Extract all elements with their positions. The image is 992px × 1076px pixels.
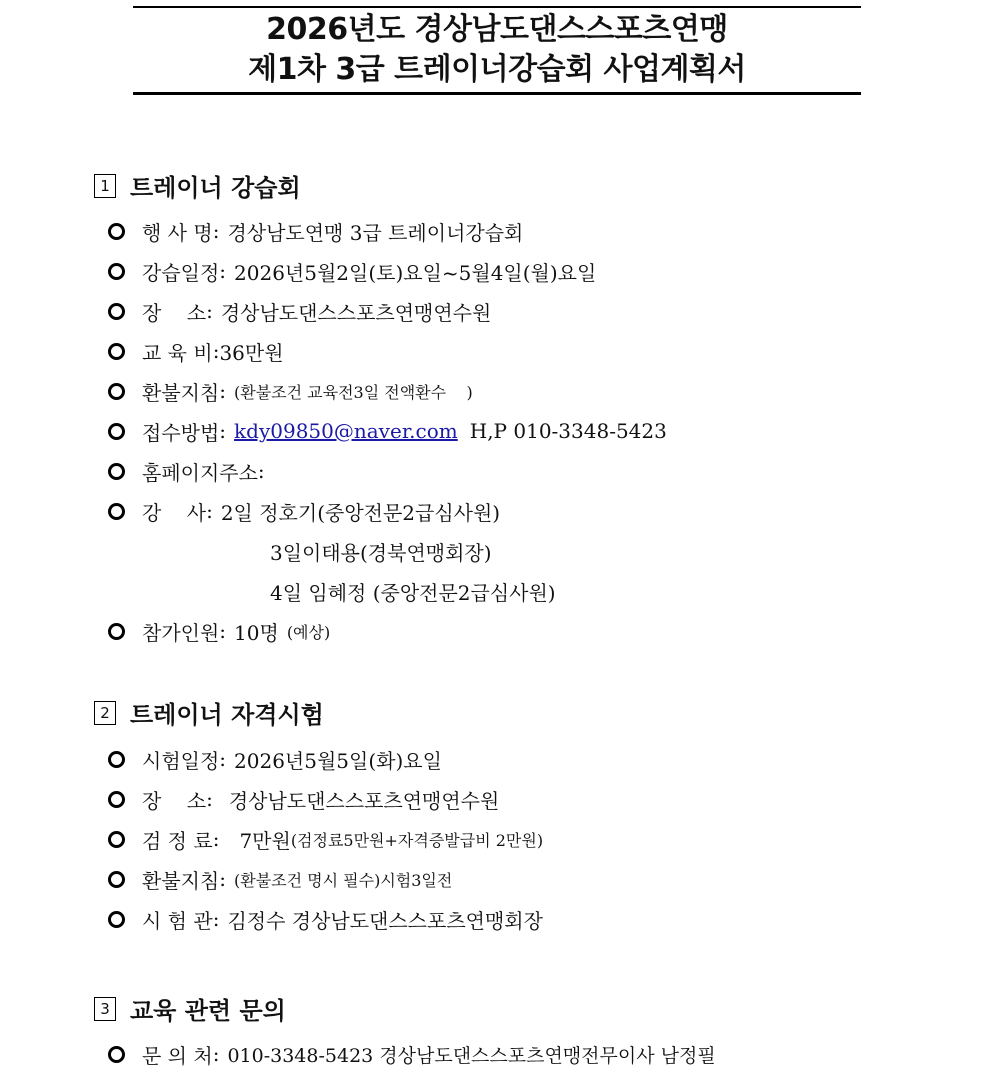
item-value: 010-3348-5423 경상남도댄스스포츠연맹전무이사 남정필 [227, 1044, 716, 1067]
list-item-examiner: 시 험 관 : 김정수 경상남도댄스스포츠연맹회장 [108, 903, 543, 935]
list-item-instructors: 강 사 : 2일 정호기(중앙전문2급심사원) [108, 495, 500, 527]
item-note: (환불조건 명시 필수) [234, 870, 381, 890]
item-value: 36만원 [219, 340, 284, 365]
list-item-contact: 문 의 처 : 010-3348-5423 경상남도댄스스포츠연맹전무이사 남정필 [108, 1038, 716, 1070]
item-label: 참가인원 [142, 620, 220, 645]
item-value: 경상남도댄스스포츠연맹연수원 [228, 788, 500, 813]
item-value: (환불조건 교육전3일 전액환수 ) [234, 382, 473, 402]
item-label: 시험일정 [142, 748, 220, 773]
item-note: (예상) [286, 622, 331, 642]
email-link[interactable]: kdy09850@naver.com [234, 419, 458, 443]
item-label: 홈페이지주소 [142, 460, 258, 485]
item-value: 2026년5월2일(토)요일~5월4일(월)요일 [234, 260, 597, 285]
title-line-2: 제1차 3급 트레이너강습회 사업계획서 [248, 52, 746, 87]
bullet-icon [108, 503, 125, 520]
bullet-icon [108, 1046, 125, 1063]
bullet-icon [108, 383, 125, 400]
list-item-event-name: 행 사 명 : 경상남도연맹 3급 트레이너강습회 [108, 215, 523, 247]
item-label: 환불지침 [142, 380, 220, 405]
section-title: 트레이너 강습회 [130, 173, 301, 202]
item-value: 2026년5월5일(화)요일 [234, 748, 442, 773]
list-item-registration: 접수방법 : kdy09850@naver.com H,P 010-3348-5423 [108, 415, 667, 447]
item-label: 강습일정 [142, 260, 220, 285]
item-label: 교 육 비 [142, 340, 213, 365]
item-label: 환불지침 [142, 868, 220, 893]
bullet-icon [108, 303, 125, 320]
item-value: 경상남도댄스스포츠연맹연수원 [220, 300, 492, 325]
item-label: 시 험 관 [142, 908, 213, 933]
section-2-heading [94, 695, 324, 729]
item-value: 7만원 [239, 828, 291, 853]
section-title: 트레이너 자격시험 [130, 700, 324, 729]
item-label: 장 소 [142, 788, 207, 813]
list-item-exam-venue: 장 소 : 경상남도댄스스포츠연맹연수원 [108, 783, 499, 815]
item-label: 장 소 [142, 300, 207, 325]
section-number: 2 [94, 701, 116, 725]
item-value: 10명 [234, 620, 279, 645]
list-item-schedule: 강습일정 : 2026년5월2일(토)요일~5월4일(월)요일 [108, 255, 596, 287]
item-label: 행 사 명 [142, 220, 213, 245]
bullet-icon [108, 791, 125, 808]
list-item-venue: 장 소 : 경상남도댄스스포츠연맹연수원 [108, 295, 491, 327]
title-line-1: 2026년도 경상남도댄스스포츠연맹 [266, 12, 728, 47]
item-label: 접수방법 [142, 420, 220, 445]
bullet-icon [108, 463, 125, 480]
item-value: 경상남도연맹 3급 트레이너강습회 [227, 220, 524, 245]
list-item-participants: 참가인원 : 10명 (예상) [108, 615, 330, 647]
bullet-icon [108, 423, 125, 440]
bullet-icon [108, 223, 125, 240]
item-label: 검 정 료 [142, 828, 213, 853]
instructor-day4: 4일 임혜정 (중앙전문2급심사원) [270, 580, 556, 605]
section-3-heading [94, 991, 286, 1025]
item-note: (검정료5만원+자격증발급비 2만원) [290, 830, 544, 850]
list-item-exam-refund: 환불지침 : (환불조건 명시 필수) 시험3일전 [108, 863, 452, 895]
section-number: 3 [94, 997, 116, 1021]
list-item-fee: 교 육 비 : 36만원 [108, 335, 284, 367]
item-value: 시험3일전 [380, 870, 453, 890]
item-label: 문 의 처 [142, 1043, 213, 1068]
bullet-icon [108, 751, 125, 768]
item-value: 김정수 경상남도댄스스포츠연맹회장 [227, 908, 543, 933]
list-item-exam-schedule: 시험일정 : 2026년5월5일(화)요일 [108, 743, 442, 775]
instructor-day3: 3일이태용(경북연맹회장) [270, 540, 492, 565]
item-value: 2일 정호기(중앙전문2급심사원) [220, 500, 501, 525]
item-label: 강 사 [142, 500, 207, 525]
bullet-icon [108, 831, 125, 848]
bullet-icon [108, 911, 125, 928]
document-title [133, 6, 861, 95]
bullet-icon [108, 871, 125, 888]
bullet-icon [108, 343, 125, 360]
section-1-heading [94, 168, 301, 202]
list-item-homepage: 홈페이지주소 : [108, 455, 265, 487]
section-title: 교육 관련 문의 [130, 996, 286, 1025]
list-item-refund-policy: 환불지침 : (환불조건 교육전3일 전액환수 ) [108, 375, 473, 407]
section-number: 1 [94, 174, 116, 198]
phone-number: H,P 010-3348-5423 [469, 419, 667, 443]
list-item-exam-fee: 검 정 료 : 7만원 (검정료5만원+자격증발급비 2만원) [108, 823, 543, 855]
bullet-icon [108, 623, 125, 640]
bullet-icon [108, 263, 125, 280]
